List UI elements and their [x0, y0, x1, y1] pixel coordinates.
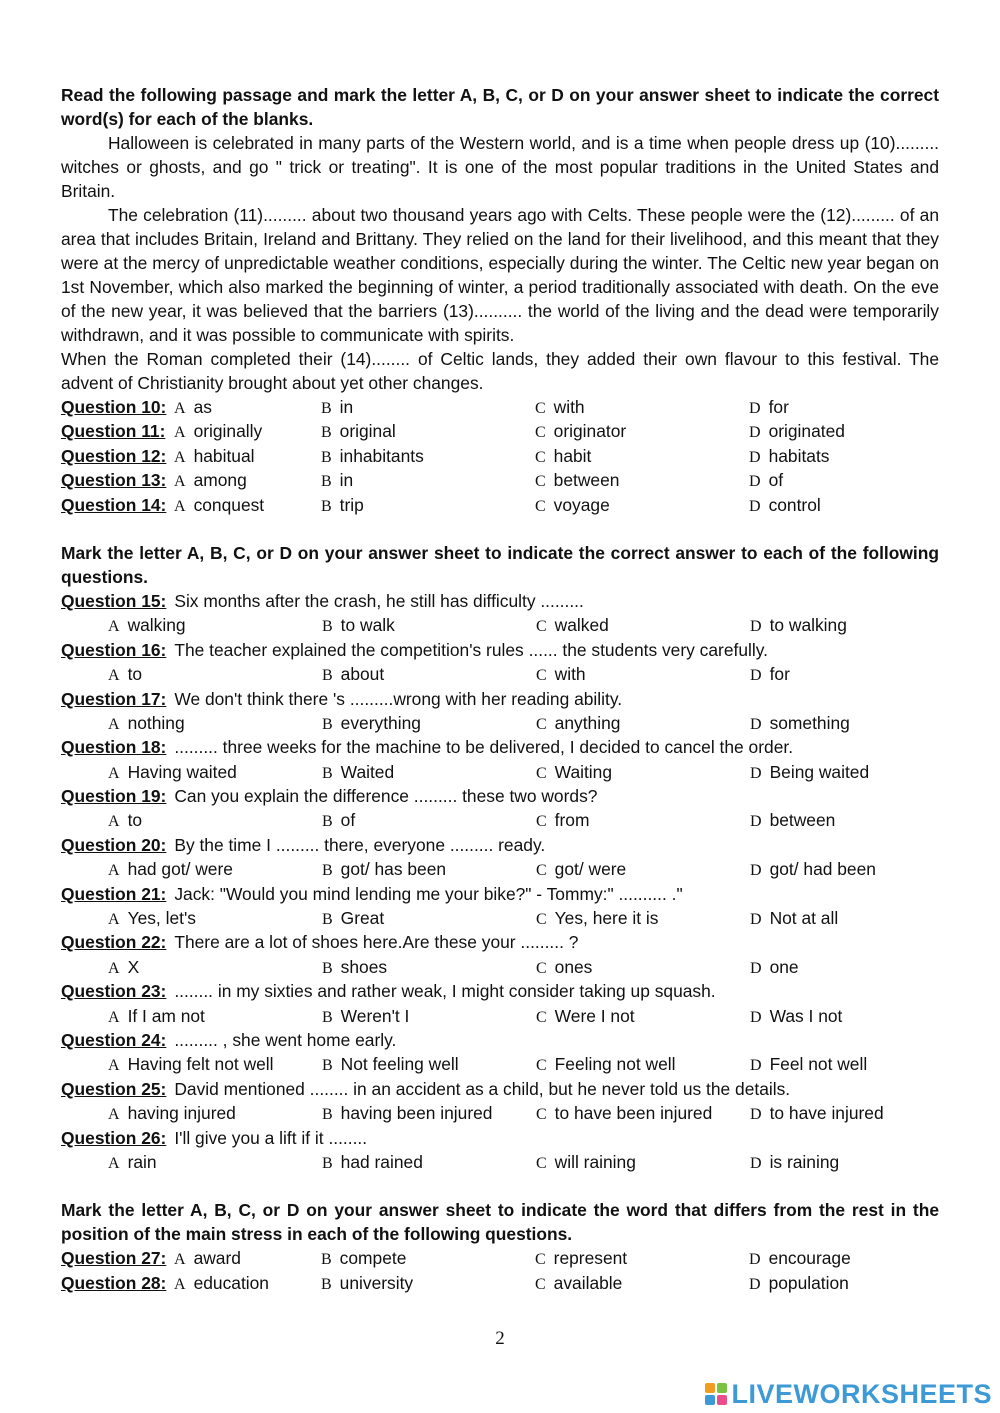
option-c[interactable]: C habit [535, 445, 592, 466]
question-stem: Can you explain the difference ......... these two words? [174, 786, 598, 807]
option-b[interactable]: B Not feeling well [322, 1054, 459, 1075]
option-b[interactable]: B got/ has been [322, 859, 447, 880]
option-a[interactable]: A nothing [108, 712, 185, 733]
option-a[interactable]: A had got/ were [108, 859, 233, 880]
option-b[interactable]: B inhabitants [321, 445, 424, 466]
section1-questions [61, 395, 939, 517]
option-c[interactable]: C anything [536, 712, 621, 733]
question-stem: David mentioned ........ in an accident as a child, but he never told us the details. [174, 1078, 791, 1099]
option-b[interactable]: B having been injured [322, 1103, 493, 1124]
option-c[interactable]: C voyage [535, 494, 610, 515]
question-stem-row [61, 979, 939, 1003]
question-stem-row [61, 833, 939, 857]
option-a[interactable]: A having injured [108, 1103, 236, 1124]
question-label: Question 10: [61, 397, 167, 417]
question-row [61, 395, 939, 419]
question-options-row [61, 955, 939, 979]
question-label: Question 27: [61, 1248, 167, 1269]
question-row [61, 468, 939, 492]
option-d[interactable]: D something [750, 712, 850, 733]
passage-paragraph: When the Roman completed their (14)........ of Celtic lands, they added their own flavour to this festival. The advent of Christianity brought about yet other changes. [61, 349, 939, 393]
passage-paragraph: Halloween is celebrated in many parts of the Western world, and is a time when people dress up (10)......... witches or ghosts, and go " trick or treating". It is one of the most popular traditions in the United States and Britain. [61, 133, 939, 201]
question-stem: There are a lot of shoes here.Are these your ......... ? [174, 932, 579, 953]
question-stem-row [61, 784, 939, 808]
option-b[interactable]: B everything [322, 712, 421, 733]
option-a[interactable]: A X [108, 956, 140, 977]
question-label: Question 15: [61, 590, 167, 611]
question-row [61, 1246, 939, 1270]
option-b[interactable]: B Weren't I [322, 1005, 410, 1026]
question-stem-row [61, 882, 939, 906]
passage-paragraph: The celebration (11)......... about two thousand years ago with Celts. These people were the (12)......... of an area that includes Britain, Ireland and Brittany. They relied on the land for their livelihood, and this meant that they were at the mercy of unpredictable weather conditions, especially during the winter. The Celtic new year began on 1st November, which also marked the beginning of winter, a period traditionally associated with death. On the eve of the new year, it was believed that the barriers (13).......... the world of the living and the dead were temporarily withdrawn, and it was possible to communicate with spirits. [61, 205, 939, 345]
question-stem: We don't think there 's .........wrong with her reading ability. [174, 688, 623, 709]
option-b[interactable]: B shoes [322, 956, 388, 977]
option-c[interactable]: C between [535, 470, 620, 491]
option-c[interactable]: C got/ were [536, 859, 627, 880]
option-c[interactable]: C from [536, 810, 590, 831]
question-stem-row [61, 638, 939, 662]
question-options-row [61, 808, 939, 832]
section1-instruction: Read the following passage and mark the letter A, B, C, or D on your answer sheet to indicate the correct word(s) for each of the blanks. [61, 85, 939, 129]
option-c[interactable]: C represent [535, 1248, 628, 1269]
question-label: Question 20: [61, 834, 167, 855]
option-b[interactable]: B trip [321, 494, 364, 515]
option-c[interactable]: C originator [535, 421, 627, 442]
question-stem-row [61, 687, 939, 711]
option-d[interactable]: D of [749, 470, 784, 491]
question-stem: ........ in my sixties and rather weak, I might consider taking up squash. [174, 981, 716, 1002]
option-a[interactable]: A education [174, 1272, 269, 1293]
option-d[interactable]: D for [749, 397, 789, 417]
question-stem: ......... , she went home early. [174, 1029, 397, 1050]
option-d[interactable]: D to walking [750, 615, 847, 636]
option-a[interactable]: A to [108, 810, 143, 831]
option-b[interactable]: B in [321, 397, 354, 417]
option-d[interactable]: D to have injured [750, 1103, 884, 1124]
question-stem: ......... three weeks for the machine to be delivered, I decided to cancel the order. [174, 737, 794, 758]
option-c[interactable]: C Yes, here it is [536, 908, 659, 929]
option-a[interactable]: A Having felt not well [108, 1054, 274, 1075]
option-d[interactable]: D for [750, 664, 790, 685]
option-d[interactable]: D got/ had been [750, 859, 876, 880]
question-label: Question 24: [61, 1029, 167, 1050]
question-label: Question 12: [61, 445, 167, 466]
option-d[interactable]: D one [750, 956, 799, 977]
option-b[interactable]: B compete [321, 1248, 407, 1269]
question-label: Question 17: [61, 688, 167, 709]
option-b[interactable]: B Great [322, 908, 385, 929]
section3-questions [61, 1246, 939, 1295]
option-d[interactable]: D Not at all [750, 908, 839, 929]
question-label: Question 25: [61, 1078, 167, 1099]
question-options-row [61, 760, 939, 784]
option-d[interactable]: D between [750, 810, 836, 831]
question-stem-row [61, 589, 939, 613]
question-stem-row [61, 1077, 939, 1101]
option-a[interactable]: A habitual [174, 445, 255, 466]
question-stem: Six months after the crash, he still has difficulty ......... [174, 590, 584, 611]
question-row [61, 444, 939, 468]
option-c[interactable]: C Feeling not well [536, 1054, 676, 1075]
option-d[interactable]: D Was I not [750, 1005, 843, 1026]
section2-questions [61, 589, 939, 1174]
question-row [61, 1271, 939, 1295]
option-b[interactable]: B had rained [322, 1151, 423, 1172]
option-b[interactable]: B original [321, 421, 396, 442]
section3-instruction: Mark the letter A, B, C, or D on your answer sheet to indicate the word that differs from the rest in the position of the main stress in each of the following questions. [61, 1200, 939, 1245]
question-label: Question 26: [61, 1127, 167, 1148]
option-a[interactable]: A conquest [174, 494, 265, 515]
question-label: Question 18: [61, 737, 167, 758]
option-d[interactable]: D encourage [749, 1248, 851, 1269]
question-label: Question 22: [61, 932, 167, 953]
option-b[interactable]: B of [322, 810, 356, 831]
question-label: Question 11: [61, 421, 166, 442]
option-c[interactable]: C ones [536, 956, 593, 977]
option-d[interactable]: D habitats [749, 445, 830, 466]
question-options-row [61, 857, 939, 881]
option-d[interactable]: D control [749, 494, 821, 515]
option-a[interactable]: A as [174, 397, 212, 417]
option-d[interactable]: D originated [749, 421, 845, 442]
option-c[interactable]: C will raining [536, 1151, 636, 1172]
liveworksheets-logo[interactable] [705, 1379, 992, 1409]
option-d[interactable]: D Being waited [750, 761, 870, 782]
option-d[interactable]: D is raining [750, 1151, 840, 1172]
option-b[interactable]: B to walk [322, 615, 395, 636]
question-label: Question 23: [61, 981, 167, 1002]
question-options-row [61, 662, 939, 686]
option-c[interactable]: C Were I not [536, 1005, 635, 1026]
question-row [61, 493, 939, 517]
option-a[interactable]: A If I am not [108, 1005, 205, 1026]
question-options-row [61, 906, 939, 930]
option-a[interactable]: A Having waited [108, 761, 237, 782]
option-a[interactable]: A originally [174, 421, 263, 442]
question-options-row [61, 1101, 939, 1125]
option-d[interactable]: D Feel not well [750, 1054, 868, 1075]
option-a[interactable]: A rain [108, 1151, 157, 1172]
option-a[interactable]: A to [108, 664, 143, 685]
option-c[interactable]: C to have been injured [536, 1103, 713, 1124]
question-stem-row [61, 1126, 939, 1150]
worksheet-page [61, 83, 939, 1295]
question-options-row [61, 711, 939, 735]
option-b[interactable]: B about [322, 664, 385, 685]
logo-text: LIVEWORKSHEETS [731, 1379, 992, 1409]
option-a[interactable]: A among [174, 470, 247, 491]
question-label: Question 28: [61, 1272, 167, 1293]
option-a[interactable]: A Yes, let's [108, 908, 196, 929]
option-c[interactable]: C Waiting [536, 761, 613, 782]
page-number: 2 [495, 1328, 505, 1349]
liveworksheets-logo-icon [705, 1383, 727, 1405]
option-d[interactable]: D population [749, 1272, 849, 1293]
question-options-row [61, 1052, 939, 1076]
option-c[interactable]: C available [535, 1272, 623, 1293]
question-stem: By the time I ......... there, everyone ......... ready. [174, 834, 546, 855]
option-b[interactable]: B Waited [322, 761, 395, 782]
option-a[interactable]: A walking [108, 615, 186, 636]
question-stem: Jack: "Would you mind lending me your bike?" - Tommy:" .......... ." [174, 883, 683, 904]
question-stem-row [61, 930, 939, 954]
question-label: Question 19: [61, 786, 167, 807]
question-row [61, 419, 939, 443]
question-stem-row [61, 735, 939, 759]
option-a[interactable]: A award [174, 1248, 241, 1269]
question-options-row [61, 1004, 939, 1028]
question-options-row [61, 1150, 939, 1174]
option-b[interactable]: B university [321, 1272, 414, 1293]
option-b[interactable]: B in [321, 470, 354, 491]
question-label: Question 13: [61, 470, 167, 491]
question-stem-row [61, 1028, 939, 1052]
option-c[interactable]: C with [536, 664, 586, 685]
question-stem: I'll give you a lift if it ........ [174, 1127, 368, 1148]
option-c[interactable]: C walked [536, 615, 609, 636]
question-label: Question 16: [61, 639, 167, 660]
section2-instruction: Mark the letter A, B, C, or D on your answer sheet to indicate the correct answer to each of the following questions. [61, 542, 939, 587]
question-options-row [61, 613, 939, 637]
question-label: Question 21: [61, 883, 167, 904]
question-label: Question 14: [61, 494, 167, 515]
option-c[interactable]: C with [535, 397, 585, 417]
question-stem: The teacher explained the competition's rules ...... the students very carefully. [174, 639, 768, 660]
